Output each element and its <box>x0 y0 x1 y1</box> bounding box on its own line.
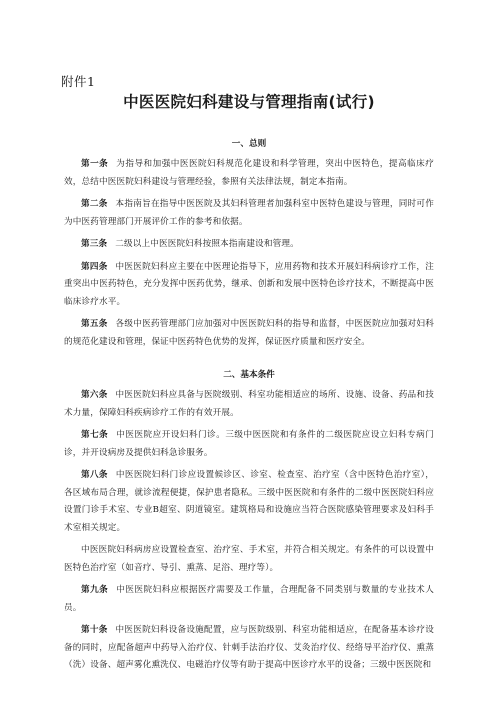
article-number: 第九条 <box>81 585 109 595</box>
article-number: 第二条 <box>81 199 108 209</box>
article-text: 中医医院应开设妇科门诊。三级中医医院和有条件的二级医院应设立妇科专病门诊，并开设病房及提供妇科急诊服务。 <box>64 430 434 458</box>
article-text: 中医医院妇科设备设施配置，应与医院级别、科室功能相适应，在配备基本诊疗设备的同时，应配备超声中药导入治疗仪、针刺手法治疗仪、艾灸治疗仪、经络导平治疗仪、熏蒸（洗）设备、超声雾化熏洗仪、电磁治疗仪等有助于提高中医诊疗水平的设备；三级中医医院和 <box>64 625 434 670</box>
document-title: 中医医院妇科建设与管理指南(试行) <box>123 93 375 111</box>
article-text: 各级中医药管理部门应加强对中医医院妇科的指导和监督，中医医院应加强对妇科的规范化建设和管理，保证中医药特色优势的发挥，保证医疗质量和医疗安全。 <box>64 319 434 347</box>
article-text: 中医医院妇科应主要在中医理论指导下，应用药物和技术开展妇科病诊疗工作，注重突出中医药特色，充分发挥中医药优势，继承、创新和发展中医特色诊疗技术，不断提高中医临床诊疗水平。 <box>64 261 434 307</box>
article-8-continued <box>64 542 434 577</box>
article-4 <box>64 259 434 312</box>
article-number: 第五条 <box>81 319 108 329</box>
chapter-general <box>64 138 434 351</box>
article-6 <box>64 387 434 422</box>
article-10 <box>64 622 434 675</box>
article-text: 中医医院妇科应具备与医院级别、科室功能相适应的场所、设施、设备、药品和技术力量，保障妇科疾病诊疗工作的有效开展。 <box>64 390 434 418</box>
article-number: 第六条 <box>81 390 108 400</box>
article-7 <box>64 427 434 462</box>
article-5 <box>64 316 434 351</box>
article-3 <box>64 236 434 254</box>
article-8 <box>64 467 434 537</box>
article-text: 为指导和加强中医医院妇科规范化建设和科学管理，突出中医特色，提高临床疗效，总结中医医院妇科建设与管理经验，参照有关法律法规，制定本指南。 <box>64 159 434 187</box>
article-number: 第八条 <box>81 470 108 480</box>
article-2 <box>64 196 434 231</box>
chapter-heading: 一、总则 <box>231 139 267 149</box>
chapter-basic-conditions <box>64 369 434 675</box>
article-number: 第一条 <box>81 159 109 169</box>
article-text: 中医医院妇科门诊应设置候诊区、诊室、检查室、治疗室（含中医特色治疗室），各区域布局合理，就诊流程便捷，保护患者隐私。三级中医医院和有条件的二级中医医院妇科应设置门诊手术室、专业B超室、阴道镜室。建筑格局和设施应当符合医院感染管理要求及妇科手术室相关规定。 <box>64 470 434 533</box>
article-9 <box>64 582 434 617</box>
article-number: 第十条 <box>81 625 108 635</box>
chapter-heading: 二、基本条件 <box>223 370 275 380</box>
article-text: 本指南旨在指导中医医院及其妇科管理者加强科室中医特色建设与管理，同时可作为中医药管理部门开展评价工作的参考和依据。 <box>64 199 434 227</box>
article-number: 第四条 <box>81 261 108 272</box>
article-text: 中医医院妇科病房应设置检查室、治疗室、手术室，并符合相关规定。有条件的可以设置中医特色治疗室（如音疗、导引、熏蒸、足浴、理疗等）。 <box>64 545 434 573</box>
article-number: 第七条 <box>81 430 109 440</box>
article-1 <box>64 156 434 191</box>
article-text: 中医医院妇科应根据医疗需要及工作量，合理配备不同类别与数量的专业技术人员。 <box>64 585 434 613</box>
attachment-label: 附件1 <box>61 74 96 89</box>
article-text: 二级以上中医医院妇科按照本指南建设和管理。 <box>115 239 299 249</box>
article-number: 第三条 <box>81 239 108 249</box>
